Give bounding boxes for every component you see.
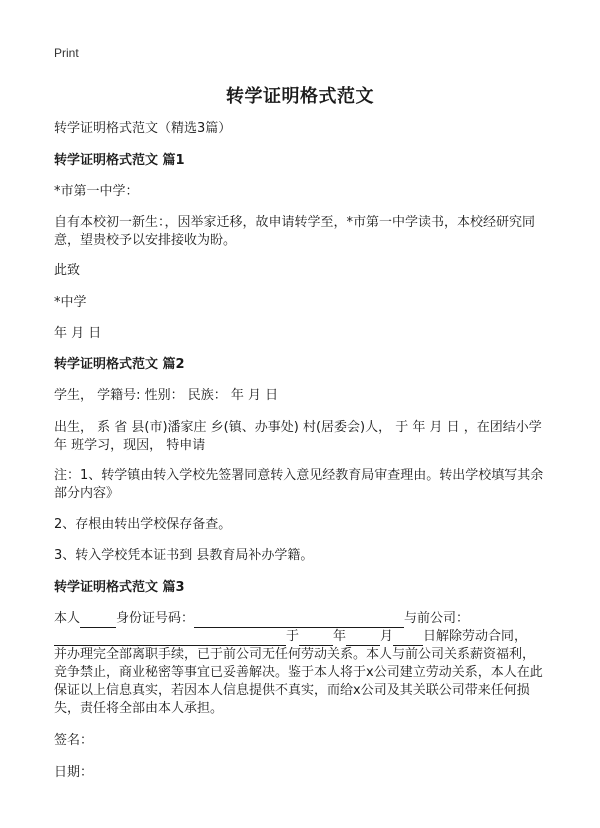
label-former-company: 与前公司：: [404, 611, 470, 626]
print-label: Print: [54, 46, 79, 60]
section-2-note-3: 3、转入学校凭本证书到 县教育局补办学籍。: [54, 548, 314, 563]
section-2-note: 注：1、转学镇由转入学校先签署同意转入意见经教育局审查理由。转出学校填写其余部分内容》: [54, 468, 544, 501]
section-3-line-1: [54, 610, 546, 628]
blank-year: [299, 631, 333, 646]
section-1-closing: 此致: [54, 263, 81, 278]
section-2-fields: 学生， 学籍号: 性别： 民族： 年 月 日: [54, 388, 279, 403]
label-month: 月: [380, 629, 394, 644]
section-1-heading: 转学证明格式范文 篇1: [54, 153, 185, 168]
section-1-body: 自有本校初一新生：，因举家迁移，故申请转学至，*市第一中学读书，本校经研究同意，望贵校予以安排接收为盼。: [54, 215, 536, 248]
section-2-body: 出生， 系 省 县(市)潘家庄 乡(镇、办事处) 村(居委会)人， 于 年 月 日 ，在团结小学 年 班学习，现因， 特申请: [54, 420, 542, 453]
blank-id-number: [194, 613, 404, 628]
blank-name: [80, 613, 116, 628]
signature-label: 签名：: [54, 733, 94, 748]
section-1-school: *中学: [54, 295, 87, 310]
section-1-date: 年 月 日: [54, 326, 102, 341]
section-2-note-2: 2、存根由转出学校保存备查。: [54, 517, 232, 532]
document-subtitle: 转学证明格式范文（精选3篇）: [54, 121, 232, 136]
blank-month: [346, 631, 380, 646]
label-person: 本人: [54, 611, 81, 626]
label-on: 于: [286, 629, 300, 644]
section-3-body: 并办理完全部离职手续，已于前公司无任何劳动关系。本人与前公司关系薪资福利，竞争禁止，商业秘密等事宜已妥善解决。鉴于本人将于x公司建立劳动关系，本人在此保证以上信息真实，若因本人信息提供不真实，而给x公司及其关联公司带来任何损失，责任将全部由本人承担。: [54, 647, 543, 716]
blank-day: [393, 631, 423, 646]
label-day-terminate: 日解除劳动合同，: [423, 629, 528, 644]
section-2-heading: 转学证明格式范文 篇2: [54, 357, 185, 372]
blank-company-name: [54, 631, 286, 646]
section-3-line-2: [54, 628, 546, 646]
document-title: 转学证明格式范文: [226, 86, 374, 107]
date-label: 日期：: [54, 765, 94, 780]
label-id-number: 身份证号码：: [116, 611, 195, 626]
label-year: 年: [333, 629, 347, 644]
section-3-heading: 转学证明格式范文 篇3: [54, 580, 185, 595]
section-1-addressee: *市第一中学：: [54, 184, 139, 199]
